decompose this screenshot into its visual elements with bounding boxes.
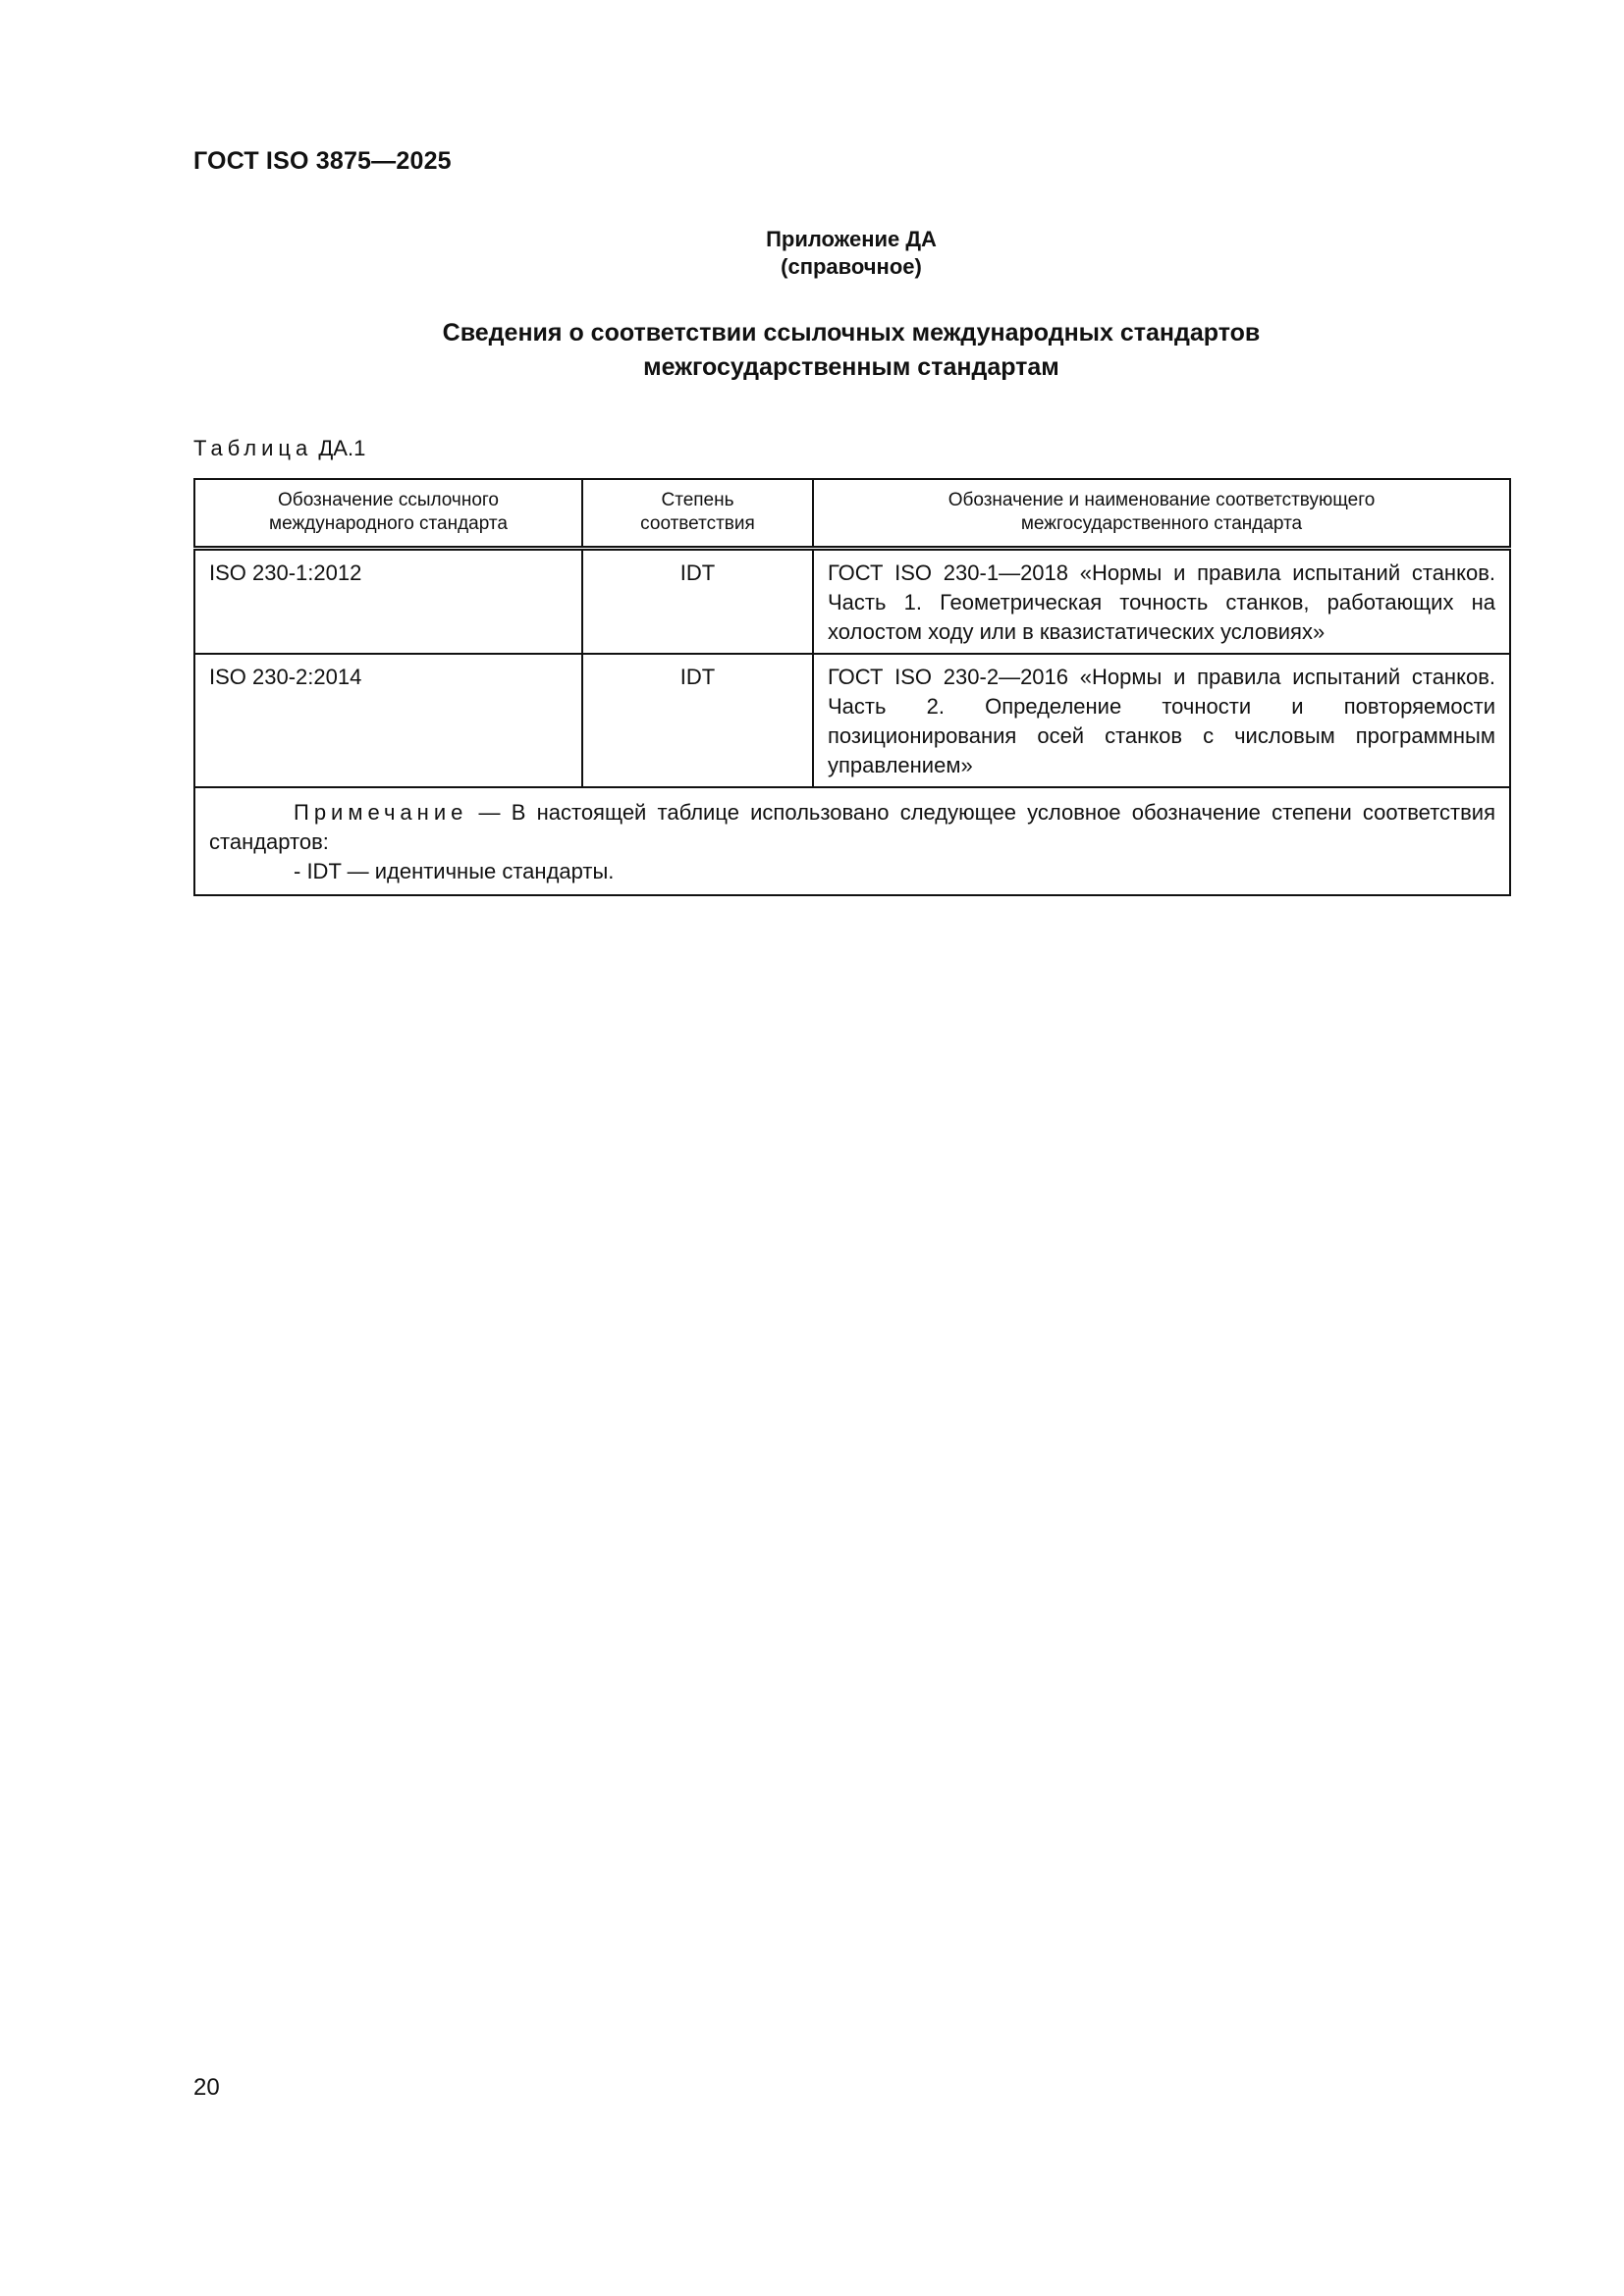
section-title-line2: межгосударственным стандартам [643, 353, 1059, 381]
cell-code: ISO 230-1:2012 [194, 549, 582, 655]
table-note-row [194, 787, 1510, 895]
section-title [193, 316, 1509, 385]
header-col1-line1: Обозначение ссылочного [278, 490, 499, 510]
annex-type: (справочное) [781, 254, 922, 279]
table-row [194, 549, 1510, 655]
note-body: — В настоящей таблице использовано следующее условное обозначение степени соответствия стандартов: [209, 800, 1495, 854]
header-col1-line2: международного стандарта [269, 513, 508, 534]
note-text [209, 798, 1495, 857]
header-interstate-standard [813, 479, 1510, 549]
cell-degree: IDT [582, 549, 813, 655]
table-header-row [194, 479, 1510, 549]
cell-name: ГОСТ ISO 230-2—2016 «Нормы и правила испытаний станков. Часть 2. Определение точности и повторяемости позиционирования осей станков с числовым программным управлением» [813, 654, 1510, 787]
document-code: ГОСТ ISO 3875—2025 [193, 147, 452, 175]
header-col3-line1: Обозначение и наименование соответствующего [947, 490, 1376, 510]
cell-name: ГОСТ ISO 230-1—2018 «Нормы и правила испытаний станков. Часть 1. Геометрическая точность станков, работающих на холостом ходу или в квазистатических условиях» [813, 549, 1510, 655]
note-label: Примечание [294, 800, 468, 825]
annex-heading [193, 226, 1509, 281]
table-caption-word: Таблица [193, 436, 313, 460]
section-title-line1: Сведения о соответствии ссылочных международных стандартов [442, 319, 1261, 347]
table-row [194, 654, 1510, 787]
note-item: - IDT — идентичные стандарты. [294, 859, 615, 883]
header-col3-line2: межгосударственного стандарта [1020, 513, 1303, 534]
table-caption [193, 436, 365, 461]
annex-title: Приложение ДА [766, 227, 937, 251]
header-col2-line2: соответствия [640, 513, 755, 534]
header-col2-line1: Степень [661, 490, 734, 510]
table-caption-number: ДА.1 [318, 436, 366, 460]
header-degree [582, 479, 813, 549]
header-international-standard [194, 479, 582, 549]
table-note [194, 787, 1510, 895]
page-number: 20 [193, 2074, 220, 2101]
cell-degree: IDT [582, 654, 813, 787]
cell-code: ISO 230-2:2014 [194, 654, 582, 787]
standards-correspondence-table [193, 478, 1511, 896]
